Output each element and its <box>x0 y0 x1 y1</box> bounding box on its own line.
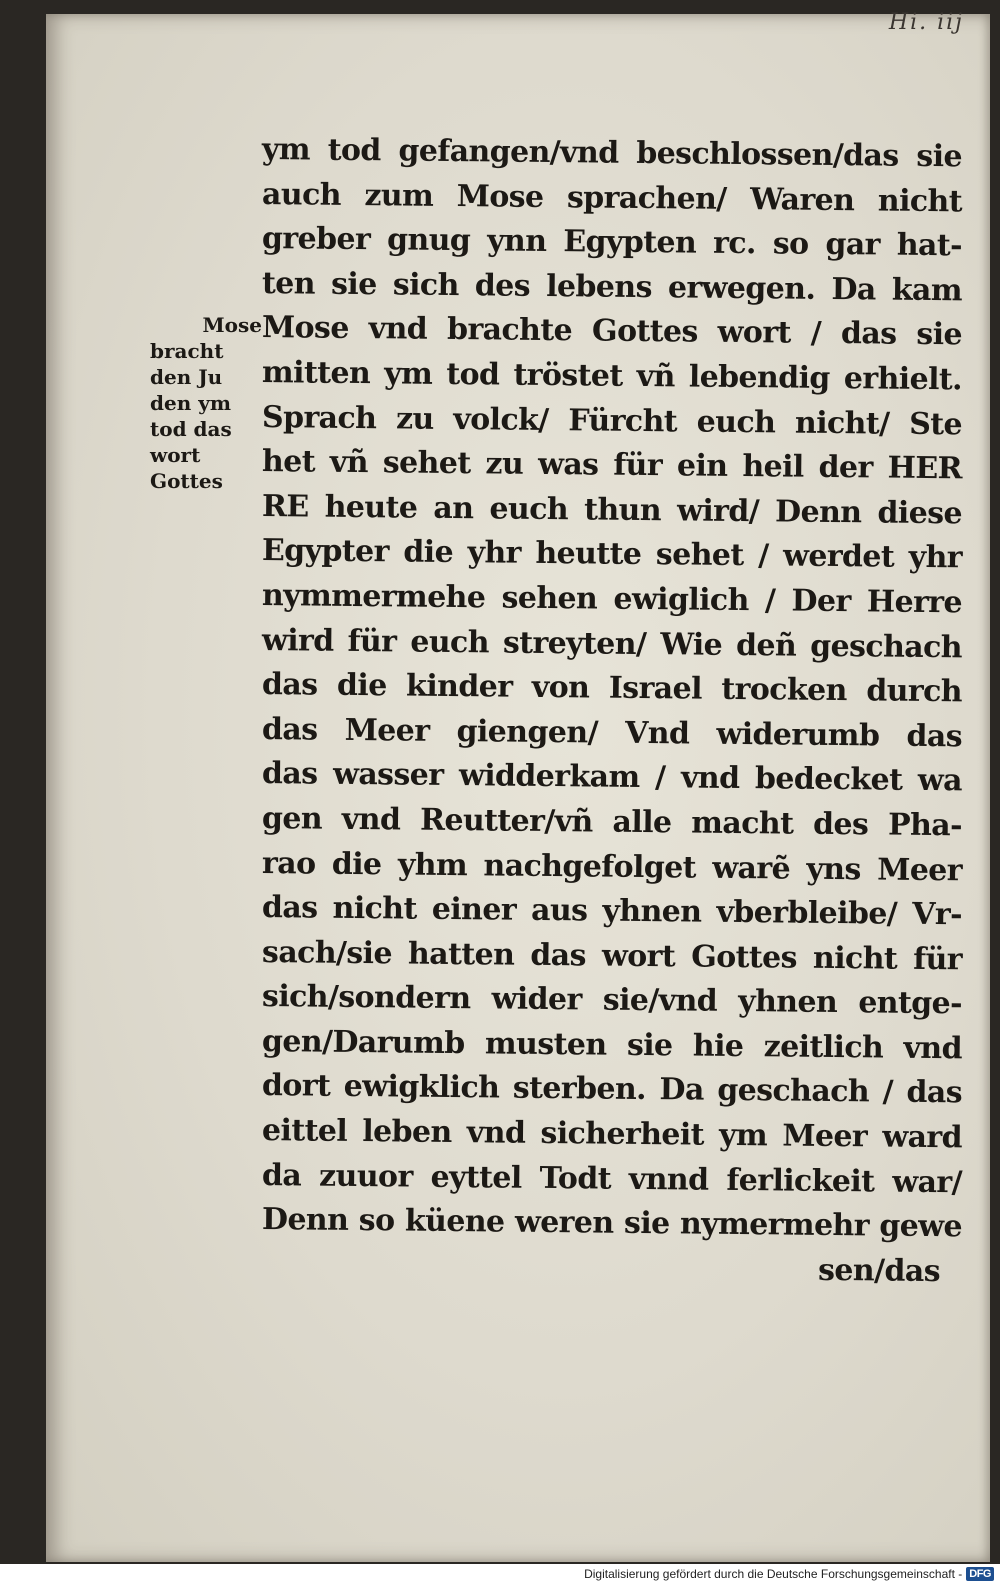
marginal-note-line: Mose <box>202 313 262 337</box>
marginal-note-line: bracht <box>150 339 224 363</box>
text-line: sach/sie hatten das wort Gottes nicht für <box>261 934 963 978</box>
text-line: das die kinder von Israel trocken durch <box>261 667 963 710</box>
digitization-footer <box>584 1563 994 1585</box>
marginal-note-line: wort <box>150 443 201 467</box>
text-line: ym tod gefangen/vnd beschlossen/das sie <box>261 132 963 175</box>
text-line: das wasser widderkam / vnd bedecket wa <box>261 756 963 799</box>
text-line: wird für euch streyten/ Wie deñ geschach <box>261 622 963 665</box>
marginal-note-line: den Ju <box>150 365 223 389</box>
text-line: Sprach zu volck/ Fürcht euch nicht/ Ste <box>261 399 963 442</box>
text-line: gen/Darumb musten sie hie zeitlich vnd <box>261 1023 963 1067</box>
dfg-logo-icon: DFG <box>966 1567 994 1581</box>
text-line: Denn so küene weren sie nymermehr gewe <box>261 1202 963 1245</box>
folio-number: Hi. iij <box>888 10 964 35</box>
marginal-note-line: tod das <box>150 417 232 441</box>
text-line: da zuuor eyttel Todt vnnd ferlickeit war/ <box>261 1157 963 1200</box>
text-line: mitten ym tod tröstet vñ lebendig erhielt. <box>261 354 963 398</box>
text-line: nymmermehe sehen ewiglich / Der Herre <box>261 577 963 621</box>
text-line: rao die yhm nachgefolget warẽ yns Meer <box>261 845 963 888</box>
text-line: Egypter die yhr heutte sehet / werdet yhr <box>261 533 963 576</box>
text-line: eittel leben vnd sicherheit ym Meer ward <box>261 1113 963 1156</box>
text-line: ten sie sich des lebens erwegen. Da kam <box>261 265 963 309</box>
marginal-note <box>150 312 262 494</box>
text-line: dort ewigklich sterben. Da geschach / das <box>261 1068 963 1111</box>
text-line: sen/das <box>817 1252 941 1289</box>
text-line: RE heute an euch thun wird/ Denn diese <box>261 488 963 532</box>
text-line: das Meer giengen/ Vnd widerumb das <box>261 711 963 755</box>
text-line: sich/sondern wider sie/vnd yhnen entge- <box>261 979 963 1022</box>
text-line: gen vnd Reutter/vñ alle macht des Pha- <box>261 800 963 844</box>
footer-credit: Digitalisierung gefördert durch die Deutsche Forschungsgemeinschaft - <box>584 1567 963 1581</box>
main-text-block <box>262 128 962 1287</box>
text-line: Mose vnd brachte Gottes wort / das sie <box>261 310 963 353</box>
text-line: greber gnug ynn Egypten rc. so gar hat- <box>261 221 963 264</box>
marginal-note-line: Gottes <box>150 469 223 493</box>
text-line: auch zum Mose sprachen/ Waren nicht <box>261 176 963 219</box>
text-line: das nicht einer aus yhnen vberbleibe/ Vr- <box>261 890 963 933</box>
marginal-note-line: den ym <box>150 391 231 415</box>
text-line: het vñ sehet zu was für ein heil der HER <box>261 444 963 487</box>
